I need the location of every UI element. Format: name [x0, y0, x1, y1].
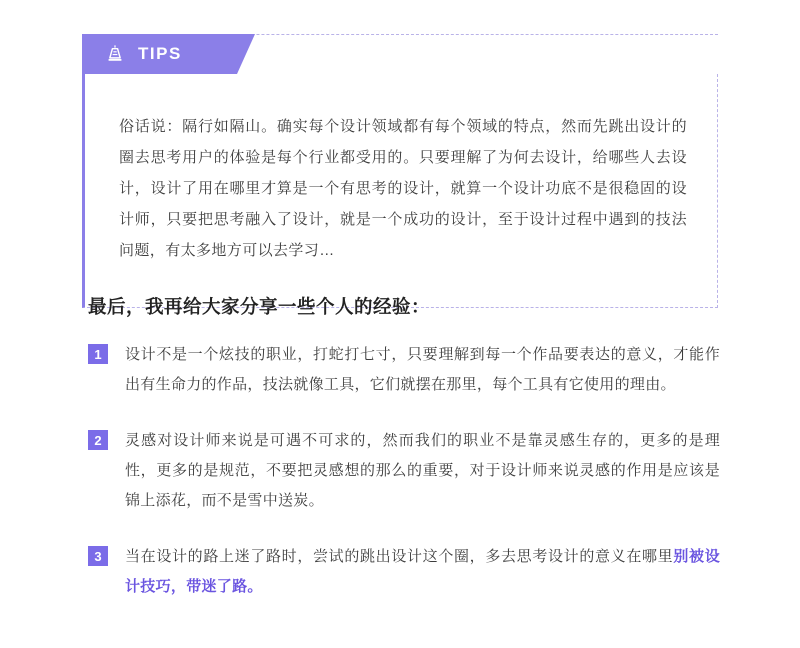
list-item [88, 340, 720, 400]
tips-badge [82, 34, 237, 74]
list-item [88, 426, 720, 516]
tips-body [82, 74, 718, 308]
tips-body-text: 俗话说：隔行如隔山。确实每个设计领域都有每个领域的特点，然而先跳出设计的圈去思考用户的体验是每个行业都受用的。只要理解了为何去设计，给哪些人去设计，设计了用在哪里才算是一个有思考的设计，就算一个设计功底不是很稳固的设计师，只要把思考融入了设计，就是一个成功的设计，至于设计过程中遇到的技法问题，有太多地方可以去学习… [119, 118, 687, 259]
list-item-number: 1 [88, 344, 108, 364]
list-item [88, 542, 720, 602]
list-item-text: 设计不是一个炫技的职业，打蛇打七寸，只要理解到每一个作品要表达的意义，才能作出有生命力的作品，技法就像工具，它们就摆在那里，每个工具有它使用的理由。 [125, 346, 720, 393]
section-heading: 最后，我再给大家分享一些个人的经验： [88, 296, 431, 317]
tips-card [82, 34, 718, 308]
experience-list [88, 340, 720, 628]
tips-badge-label: TIPS [138, 44, 182, 63]
list-item-number: 3 [88, 546, 108, 566]
lightbulb-icon [104, 43, 126, 65]
list-item-text: 灵感对设计师来说是可遇不可求的，然而我们的职业不是靠灵感生存的，更多的是理性，更多的是规范，不要把灵感想的那么的重要，对于设计师来说灵感的作用是应该是锦上添花，而不是雪中送炭。 [125, 432, 720, 509]
list-item-number: 2 [88, 430, 108, 450]
list-item-highlight: 别被设计技巧，带迷了路。 [125, 548, 720, 595]
list-item-text [125, 542, 720, 602]
list-item-body: 当在设计的路上迷了路时，尝试的跳出设计这个圈，多去思考设计的意义在哪里 [125, 548, 674, 565]
